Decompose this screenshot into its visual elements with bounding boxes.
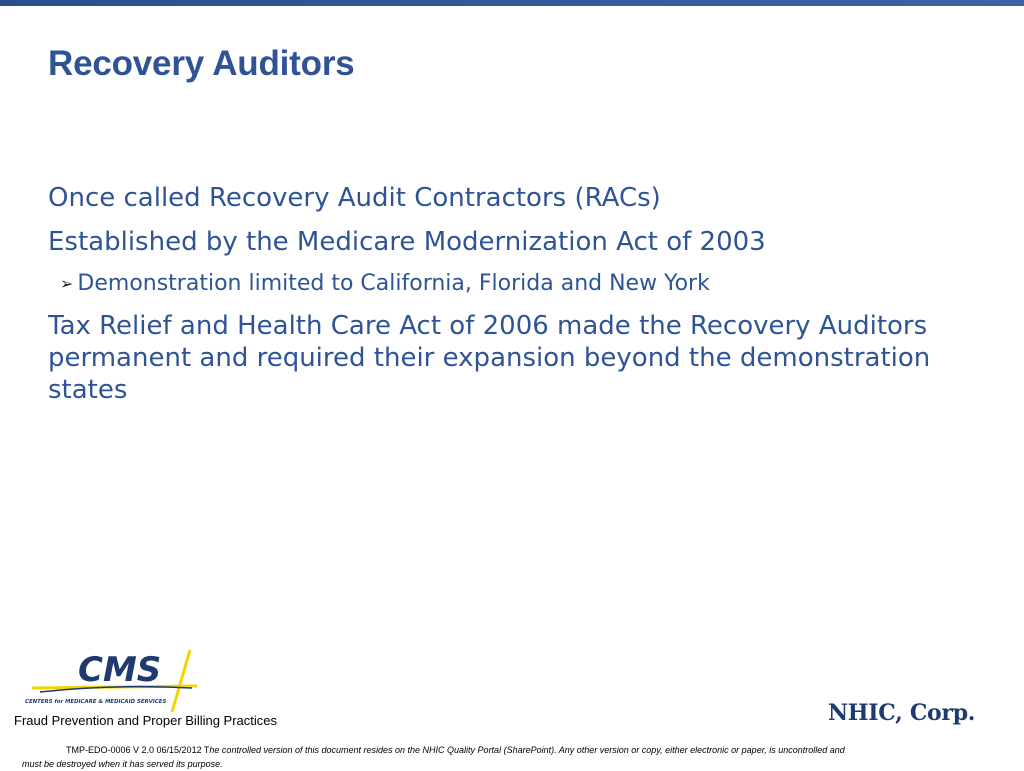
cms-logo-subtext: CENTERS for MEDICARE & MEDICAID SERVICES	[25, 699, 167, 705]
footer-title: Fraud Prevention and Proper Billing Practices	[14, 713, 278, 728]
doc-code: TMP-EDO-0006 V 2.0 06/15/2012 T	[66, 745, 210, 755]
footer-notice	[22, 743, 1012, 771]
bullet-item: Once called Recovery Audit Contractors (RACs)	[48, 183, 661, 213]
cms-logo	[22, 648, 202, 714]
arrow-bullet-icon: ➢	[60, 274, 74, 293]
notice-line-1: he controlled version of this document resides on the NHIC Quality Portal (SharePoint). Any other version or copy, either electronic or paper, is uncontrolled and	[209, 745, 845, 755]
cms-logo-text: CMS	[78, 650, 162, 690]
bullet-item: Established by the Medicare Modernization Act of 2003	[48, 227, 766, 257]
slide-title: Recovery Auditors	[48, 44, 355, 83]
bullet-list	[48, 182, 978, 418]
bullet-item: Tax Relief and Health Care Act of 2006 made the Recovery Auditors permanent and required their expansion beyond the demonstration states	[48, 311, 931, 405]
sub-bullet-text: Demonstration limited to California, Florida and New York	[77, 271, 710, 296]
top-accent-bar	[0, 0, 1024, 6]
sub-bullet-item	[48, 270, 978, 298]
notice-line-2: must be destroyed when it has served its purpose.	[22, 759, 223, 769]
nhic-logo: NHIC, Corp.	[828, 700, 976, 726]
